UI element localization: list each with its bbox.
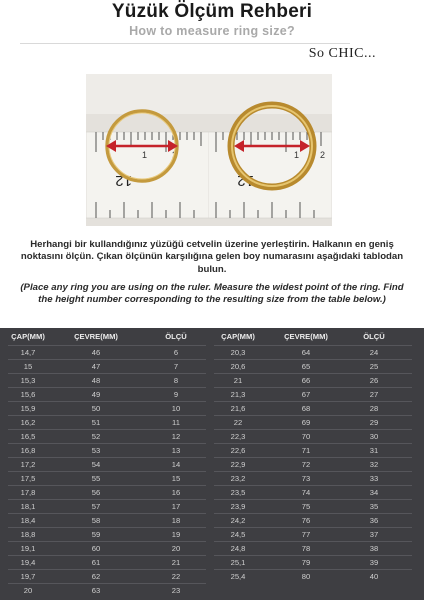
table-cell: 21 — [171, 558, 181, 567]
table-row-divider — [214, 387, 412, 388]
table-row-divider — [8, 555, 206, 556]
table-cell: 55 — [91, 474, 101, 483]
table-row-divider — [8, 345, 206, 346]
table-cell: 39 — [369, 558, 379, 567]
table-cell: 16 — [171, 488, 181, 497]
table-row-divider — [8, 485, 206, 486]
table-cell: 15,3 — [20, 376, 36, 385]
table-row-divider — [214, 541, 412, 542]
table-header-left: ÇAP(MM) — [11, 332, 45, 341]
table-row-divider — [214, 569, 412, 570]
table-cell: 79 — [301, 558, 311, 567]
table-cell: 53 — [91, 446, 101, 455]
table-cell: 24,2 — [230, 516, 246, 525]
table-cell: 23,9 — [230, 502, 246, 511]
table-cell: 19,4 — [20, 558, 36, 567]
table-cell: 65 — [301, 362, 311, 371]
table-cell: 17 — [171, 502, 181, 511]
table-cell: 18 — [171, 516, 181, 525]
table-row-divider — [214, 401, 412, 402]
page-title: Yüzük Ölçüm Rehberi — [111, 1, 313, 22]
table-row-divider — [214, 471, 412, 472]
ruler-label-12: 12 — [115, 172, 132, 189]
table-row-divider — [8, 499, 206, 500]
table-row-divider — [214, 429, 412, 430]
table-cell: 38 — [369, 544, 379, 553]
table-row-divider — [8, 457, 206, 458]
table-cell: 10 — [171, 404, 181, 413]
table-cell: 62 — [91, 572, 101, 581]
table-cell: 16,5 — [20, 432, 36, 441]
table-cell: 8 — [173, 376, 179, 385]
table-cell: 22,6 — [230, 446, 246, 455]
table-row-divider — [214, 373, 412, 374]
table-cell: 33 — [369, 474, 379, 483]
table-cell: 14,7 — [20, 348, 36, 357]
table-cell: 25,1 — [230, 558, 246, 567]
table-row-divider — [8, 541, 206, 542]
instructions-english: (Place any ring you are using on the ruler. Measure the widest point of the ring. Find the height number corresponding to the resulting size from the table below.) — [20, 282, 404, 306]
table-row-divider — [8, 401, 206, 402]
table-cell: 19,7 — [20, 572, 36, 581]
table-cell: 23,2 — [230, 474, 246, 483]
table-cell: 16,8 — [20, 446, 36, 455]
table-row-divider — [8, 583, 206, 584]
table-cell: 40 — [369, 572, 379, 581]
ruler-label-1: 1 — [294, 150, 300, 160]
brand-logo: So CHIC... — [308, 46, 376, 61]
table-cell: 15 — [23, 362, 33, 371]
table-cell: 9 — [173, 390, 179, 399]
table-header-left: ÖLÇÜ — [165, 332, 187, 341]
table-cell: 61 — [91, 558, 101, 567]
table-cell: 68 — [301, 404, 311, 413]
table-row-divider — [214, 345, 412, 346]
ring-photo-thin — [86, 74, 210, 226]
table-cell: 21,3 — [230, 390, 246, 399]
table-cell: 31 — [369, 446, 379, 455]
table-cell: 64 — [301, 348, 311, 357]
table-cell: 80 — [301, 572, 311, 581]
table-cell: 60 — [91, 544, 101, 553]
table-cell: 71 — [301, 446, 311, 455]
ruler-label-2: 2 — [320, 150, 326, 160]
table-cell: 66 — [301, 376, 311, 385]
table-cell: 20 — [23, 586, 33, 595]
table-cell: 15 — [171, 474, 181, 483]
table-cell: 32 — [369, 460, 379, 469]
table-cell: 74 — [301, 488, 311, 497]
table-cell: 12 — [171, 432, 181, 441]
table-cell: 29 — [369, 418, 379, 427]
table-cell: 59 — [91, 530, 101, 539]
table-row-divider — [214, 415, 412, 416]
table-row-divider — [214, 513, 412, 514]
table-cell: 13 — [171, 446, 181, 455]
table-row-divider — [8, 471, 206, 472]
table-cell: 25 — [369, 362, 379, 371]
table-header-right: ÇAP(MM) — [221, 332, 255, 341]
table-cell: 21,6 — [230, 404, 246, 413]
table-cell: 30 — [369, 432, 379, 441]
table-cell: 51 — [91, 418, 101, 427]
table-cell: 52 — [91, 432, 101, 441]
table-cell: 23,5 — [230, 488, 246, 497]
table-cell: 17,5 — [20, 474, 36, 483]
table-cell: 23 — [171, 586, 181, 595]
table-cell: 26 — [369, 376, 379, 385]
table-cell: 16,2 — [20, 418, 36, 427]
table-cell: 47 — [91, 362, 101, 371]
table-row-divider — [8, 387, 206, 388]
table-header-left: ÇEVRE(MM) — [74, 332, 118, 341]
table-header-right: ÇEVRE(MM) — [284, 332, 328, 341]
table-cell: 22 — [171, 572, 181, 581]
table-row-divider — [214, 527, 412, 528]
instructions-turkish: Herhangi bir kullandığınız yüzüğü cetvelin üzerine yerleştirin. Halkanın en geniş noktasını ölçün. Çıkan ölçünün karşılığına gelen boy numarasını aşağıdaki tablodan bulun. — [20, 239, 404, 275]
ruler-label-12: 12 — [237, 172, 254, 189]
table-cell: 14 — [171, 460, 181, 469]
table-cell: 77 — [301, 530, 311, 539]
table-cell: 58 — [91, 516, 101, 525]
table-cell: 72 — [301, 460, 311, 469]
table-cell: 69 — [301, 418, 311, 427]
page-subtitle: How to measure ring size? — [129, 24, 295, 38]
table-cell: 15,9 — [20, 404, 36, 413]
table-cell: 7 — [173, 362, 179, 371]
table-cell: 63 — [91, 586, 101, 595]
ring-photo-thick — [208, 74, 332, 226]
table-cell: 50 — [91, 404, 101, 413]
table-row-divider — [214, 359, 412, 360]
table-cell: 28 — [369, 404, 379, 413]
table-cell: 18,8 — [20, 530, 36, 539]
table-cell: 22 — [233, 418, 243, 427]
table-header-right: ÖLÇÜ — [363, 332, 385, 341]
table-cell: 24,8 — [230, 544, 246, 553]
table-row-divider — [8, 373, 206, 374]
table-row-divider — [8, 415, 206, 416]
table-cell: 36 — [369, 516, 379, 525]
table-cell: 18,4 — [20, 516, 36, 525]
table-cell: 54 — [91, 460, 101, 469]
table-cell: 20,3 — [230, 348, 246, 357]
table-cell: 21 — [233, 376, 243, 385]
table-cell: 17,8 — [20, 488, 36, 497]
table-row-divider — [214, 443, 412, 444]
table-cell: 22,3 — [230, 432, 246, 441]
table-cell: 25,4 — [230, 572, 246, 581]
table-cell: 37 — [369, 530, 379, 539]
ruler-label-1: 1 — [142, 150, 148, 160]
ring-size-table — [0, 328, 424, 600]
table-cell: 20 — [171, 544, 181, 553]
table-cell: 73 — [301, 474, 311, 483]
table-row-divider — [8, 527, 206, 528]
table-cell: 34 — [369, 488, 379, 497]
table-cell: 75 — [301, 502, 311, 511]
table-row-divider — [8, 429, 206, 430]
table-cell: 20,6 — [230, 362, 246, 371]
table-row-divider — [214, 457, 412, 458]
table-cell: 19,1 — [20, 544, 36, 553]
table-row-divider — [8, 513, 206, 514]
table-row-divider — [8, 359, 206, 360]
table-cell: 24 — [369, 348, 379, 357]
table-row-divider — [214, 555, 412, 556]
table-cell: 57 — [91, 502, 101, 511]
table-cell: 24,5 — [230, 530, 246, 539]
ruler-label-2: 2 — [172, 150, 178, 160]
table-cell: 15,6 — [20, 390, 36, 399]
table-cell: 48 — [91, 376, 101, 385]
header-divider — [20, 43, 350, 44]
table-cell: 35 — [369, 502, 379, 511]
table-cell: 22,9 — [230, 460, 246, 469]
table-cell: 67 — [301, 390, 311, 399]
table-cell: 49 — [91, 390, 101, 399]
table-cell: 76 — [301, 516, 311, 525]
table-cell: 11 — [172, 418, 180, 427]
table-row-divider — [8, 569, 206, 570]
table-row-divider — [8, 443, 206, 444]
table-cell: 46 — [91, 348, 101, 357]
table-row-divider — [214, 485, 412, 486]
table-cell: 19 — [171, 530, 181, 539]
table-cell: 6 — [173, 348, 179, 357]
table-cell: 56 — [91, 488, 101, 497]
table-cell: 18,1 — [20, 502, 36, 511]
table-cell: 17,2 — [20, 460, 36, 469]
table-row-divider — [214, 499, 412, 500]
table-cell: 27 — [369, 390, 379, 399]
table-cell: 78 — [301, 544, 311, 553]
table-cell: 70 — [301, 432, 311, 441]
